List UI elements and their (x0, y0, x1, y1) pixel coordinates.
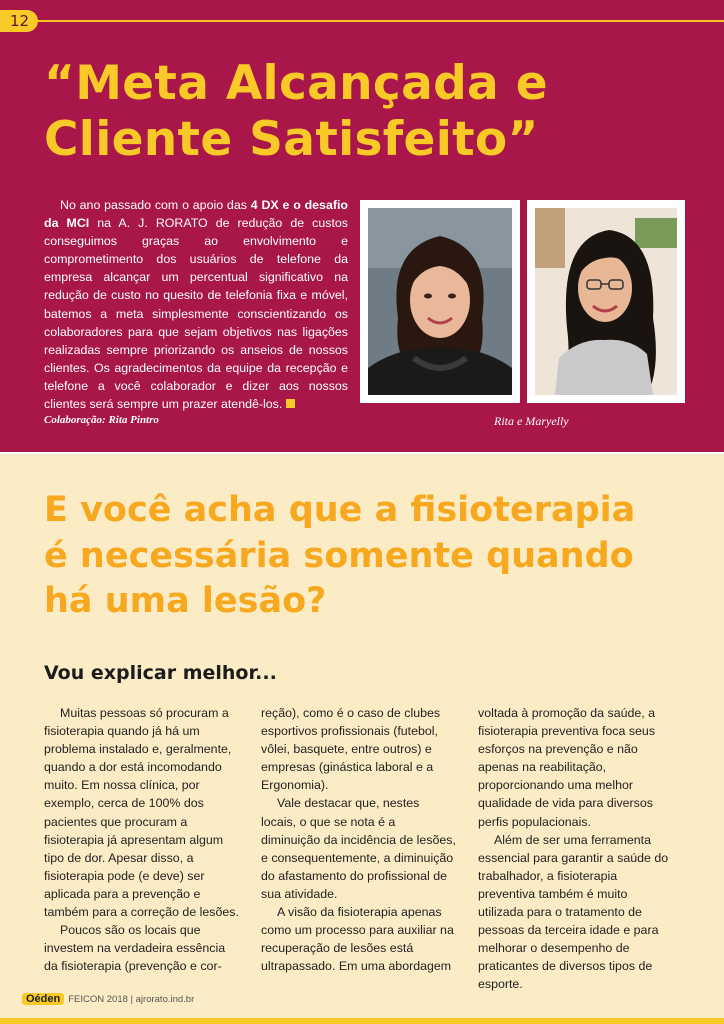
paragraph: A visão da fisioterapia apenas como um processo para auxiliar na recuperação de lesões está ultrapassado. Em uma abordagem (261, 905, 454, 974)
footer-bar (0, 1018, 724, 1024)
photo-caption: Rita e Maryelly (494, 414, 569, 428)
article-title (44, 56, 704, 168)
paragraph: Além de ser uma ferramenta essencial para garantir a saúde do trabalhador, a fisioterapia preventiva também é muito utilizada para o tratamento de pessoas da terceira idade e para melhorar o desempenho de praticantes de diversos tipos de esporte. (478, 832, 669, 992)
article2-title-line-1: E você acha que a fisioterapia (44, 490, 636, 530)
page-number: 12 (10, 12, 30, 30)
paragraph: Poucos são os locais que investem na verdadeira essência da fisioterapia (prevenção e cor- (44, 923, 226, 974)
section-divider (0, 452, 724, 454)
page-footer (22, 993, 194, 1005)
paragraph: voltada à promoção da saúde, a fisioterapia preventiva foca seus esforços na prevenção e não apenas na reabilitação, proporcionando uma melhor qualidade de vida para diversos perfis populacionais. (478, 706, 656, 829)
portrait-woman-2-image (535, 208, 677, 395)
article-body (44, 196, 348, 413)
eden-logo: Oéden (22, 993, 64, 1005)
article-title-line-1: “Meta Alcançada e (44, 56, 548, 111)
text-column-2 (261, 704, 457, 975)
article2-title-line-3: há uma lesão? (44, 581, 327, 621)
paragraph: reção), como é o caso de clubes esportivos profissionais (futebol, vôlei, basquete, entre outros) e empresas (ginástica laboral e a Ergonomia). (261, 706, 441, 793)
article-body-start: No ano passado com o apoio das (60, 198, 251, 212)
photo-rita (360, 200, 520, 403)
photo-maryelly (527, 200, 685, 403)
article-credit: Colaboração: Rita Pintro (44, 414, 159, 426)
text-column-1 (44, 704, 240, 975)
portrait-woman-1-image (368, 208, 512, 395)
text-column-3 (478, 704, 674, 994)
article-body-rest: na A. J. RORATO de redução de custos conseguimos graças ao envolvimento e comprometimento dos usuários de telefone da empresa alcançar um percentual significativo na redução de custo no quesito de telefonia fixa e móvel, batemos a meta simplesmente conscientizando os colaboradores para que sejam objetivos nas ligações realizadas sempre priorizando os anseios de nossos clientes. Os agradecimentos da equipe da recepção e telefone a você colaborador e dizer aos nossos clientes será sempre um prazer atendê-los. (44, 216, 348, 412)
article2-subtitle: Vou explicar melhor... (44, 662, 277, 684)
end-mark-icon (286, 399, 295, 408)
paragraph: Vale destacar que, nestes locais, o que se nota é a diminuição da incidência de lesões, e consequentemente, a diminuição do afastamento do profissional de sua atividade. (261, 796, 456, 901)
header-rule (0, 20, 724, 22)
article2-title (44, 488, 704, 625)
article-title-line-2: Cliente Satisfeito” (44, 112, 539, 167)
article2-title-line-2: é necessária somente quando (44, 535, 634, 576)
paragraph: Muitas pessoas só procuram a fisioterapia quando já há um problema instalado e, geralmente, quando a dor está incomodando muito. Em nossa clínica, por exemplo, cerca de 100% dos pacientes que procuram a fisioterapia já apresentam algum tipo de dor. Apesar disso, a fisioterapia pode (e deve) ser aplicada para a prevenção e também para a correção de lesões. (44, 706, 239, 920)
footer-text: FEICON 2018 | ajrorato.ind.br (68, 994, 195, 1005)
article-body-bold: 4 DX e o desafio da MCI (44, 198, 348, 231)
